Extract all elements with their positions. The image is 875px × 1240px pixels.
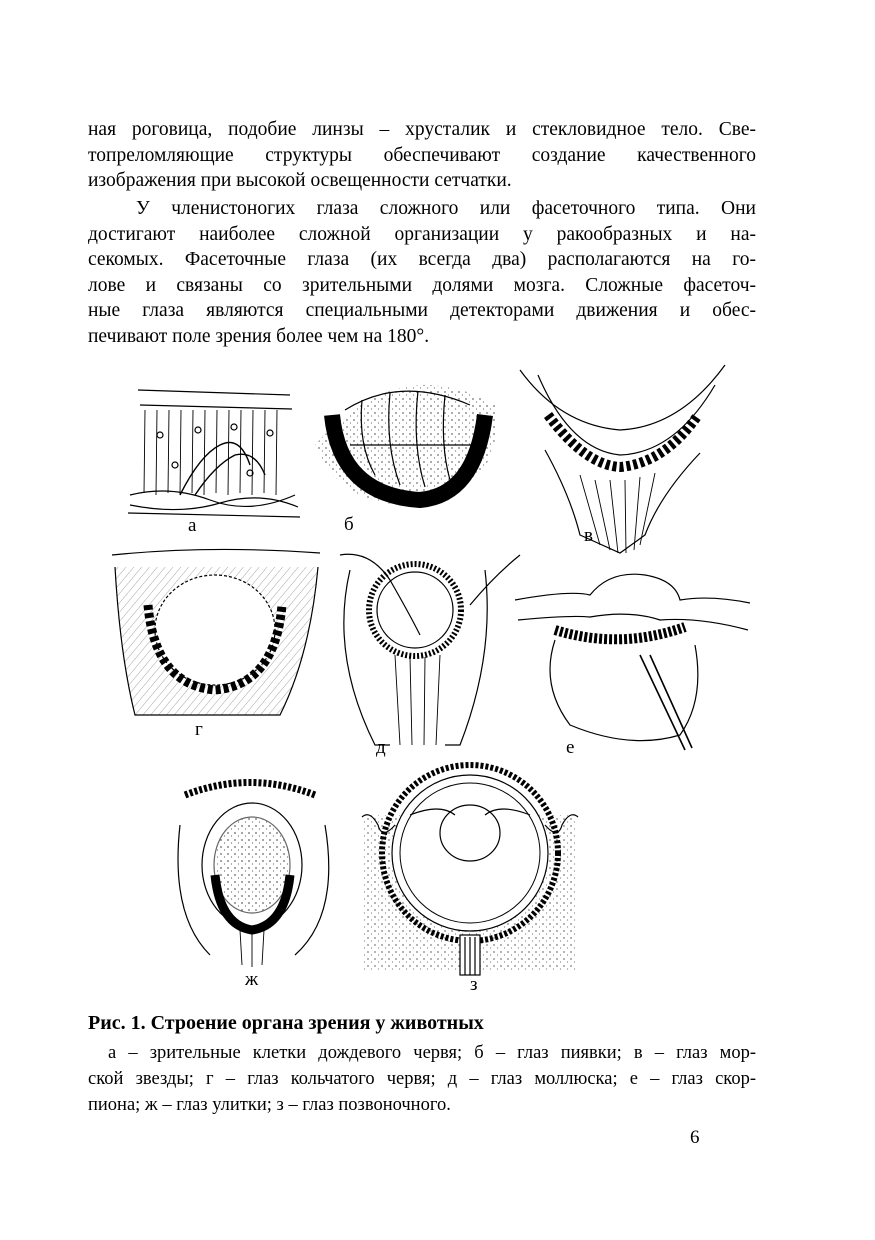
panel-b-leech-eye	[315, 385, 496, 505]
panel-g-label: г	[195, 719, 203, 740]
panel-a-label: а	[188, 515, 197, 536]
paragraph-line: ная роговица, подобие линзы – хрусталик и стекловидное тело. Све-	[88, 119, 756, 140]
panel-e-label: е	[566, 737, 575, 758]
eye-structures-figure	[100, 355, 760, 1005]
page-number: 6	[690, 1127, 700, 1148]
paragraph-line: лове и связаны со зрительными долями мозга. Сложные фасеточ-	[88, 274, 756, 296]
figure-caption-title: Рис. 1. Строение органа зрения у животных	[88, 1012, 484, 1034]
panel-v-label: в	[584, 525, 593, 546]
paragraph-line: секомых. Фасеточные глаза (их всегда два) располагаются на го-	[88, 249, 756, 270]
panel-g-annelid-eye	[112, 549, 320, 715]
caption-line: ской звезды; г – глаз кольчатого червя; д – глаз моллюска; е – глаз скор-	[88, 1069, 756, 1089]
paragraph-1	[88, 117, 756, 194]
panel-d-label: д	[376, 737, 386, 758]
paragraph-line: изображения при высокой освещенности сетчатки.	[88, 170, 512, 191]
paragraph-line: ные глаза являются специальными детекторами движения и обес-	[88, 300, 756, 321]
panel-zh-snail-eye	[178, 783, 329, 968]
panel-d-mollusc-eye	[340, 554, 520, 745]
paragraph-line: печивают поле зрения более чем на 180°.	[88, 325, 430, 347]
figure-caption-body	[88, 1040, 756, 1118]
panel-a-earthworm-cells	[128, 390, 300, 517]
panel-z-label: з	[470, 974, 478, 995]
panel-v-starfish-eye	[520, 365, 725, 553]
paragraph-line: достигают наиболее сложной организации у ракообразных и на-	[88, 223, 756, 245]
paragraph-2	[88, 196, 756, 349]
paragraph-line: У членистоногих глаза сложного или фасеточного типа. Они	[136, 198, 756, 219]
caption-line: пиона; ж – глаз улитки; з – глаз позвоночного.	[88, 1095, 451, 1115]
panel-b-label: б	[344, 514, 354, 535]
caption-line: а – зрительные клетки дождевого червя; б – глаз пиявки; в – глаз мор-	[108, 1043, 756, 1063]
panel-zh-label: ж	[245, 969, 259, 990]
panel-z-vertebrate-eye	[362, 765, 578, 975]
panel-e-scorpion-eye	[515, 574, 750, 750]
paragraph-line: топреломляющие структуры обеспечивают создание качественного	[88, 144, 756, 166]
